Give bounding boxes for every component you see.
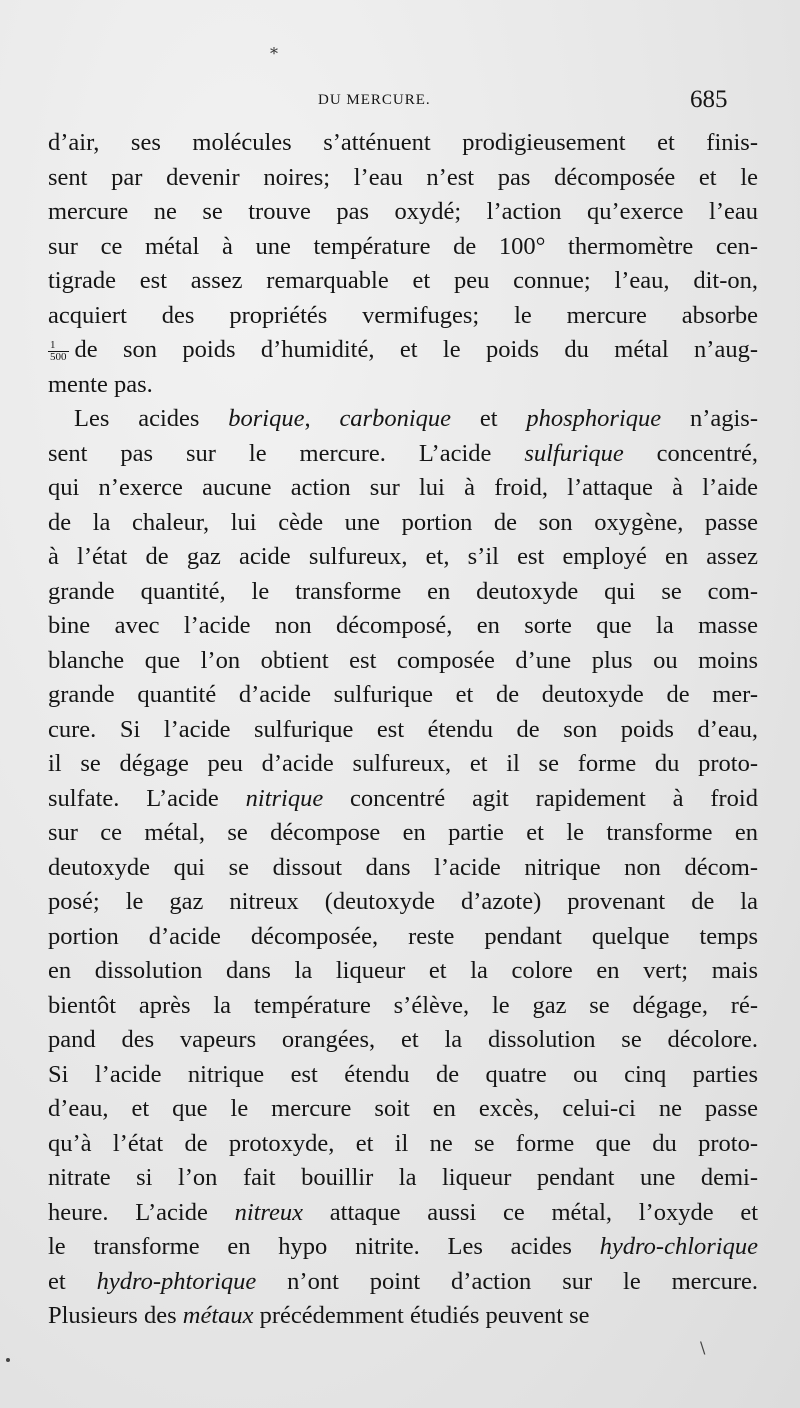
text-line xyxy=(48,609,758,644)
text-line xyxy=(48,989,758,1024)
italic-term: phosphorique xyxy=(526,405,662,432)
text-line xyxy=(48,678,758,713)
text-run: cure. Si l’acide sulfurique est étendu de son poids d’eau, xyxy=(48,715,758,743)
text-run: qui n’exerce aucune action sur lui à froid, l’attaque à l’aide xyxy=(48,474,758,501)
text-run: deutoxyde qui se dissout dans l’acide nitrique non décom- xyxy=(48,853,758,881)
fraction-numerator: 1 xyxy=(48,340,69,352)
text-run: à l’état de gaz acide sulfureux, et, s’il est employé en assez xyxy=(48,543,758,570)
text-run: et xyxy=(451,405,527,432)
text-line xyxy=(48,437,758,472)
text-run: le transforme en hypo nitrite. Les acides xyxy=(48,1233,600,1260)
text-line xyxy=(48,540,758,575)
text-run: bine avec l’acide non décomposé, en sorte que la masse xyxy=(48,612,758,639)
text-line xyxy=(48,471,758,506)
text-run: de la chaleur, lui cède une portion de son oxygène, passe xyxy=(48,508,758,536)
text-run: tigrade est assez remarquable et peu connue; l’eau, dit-on, xyxy=(48,267,758,294)
text-line xyxy=(48,747,758,782)
text-line xyxy=(48,161,758,196)
text-run: , xyxy=(304,405,340,432)
running-title: DU MERCURE. xyxy=(318,92,431,108)
text-line xyxy=(48,264,758,299)
text-line xyxy=(48,1299,758,1334)
text-line xyxy=(48,126,758,161)
text-line xyxy=(48,1196,758,1231)
text-run: posé; le gaz nitreux (deutoxyde d’azote) provenant de la xyxy=(48,888,758,915)
text-run: sulfate. L’acide xyxy=(48,784,246,812)
text-line xyxy=(48,920,758,955)
text-line xyxy=(48,575,758,610)
running-head xyxy=(0,88,800,118)
body-text xyxy=(48,126,758,1334)
text-run: de son poids d’humidité, et le poids du métal n’aug- xyxy=(74,336,758,363)
text-run: sur ce métal, se décompose en partie et le transforme en xyxy=(48,819,758,846)
text-line xyxy=(48,230,758,265)
italic-term: borique xyxy=(228,405,305,432)
text-line xyxy=(48,885,758,920)
text-run: sent pas sur le mercure. L’acide xyxy=(48,439,525,467)
italic-term: hydro-chlorique xyxy=(599,1233,758,1260)
text-run: il se dégage peu d’acide sulfureux, et il se forme du proto- xyxy=(48,750,758,777)
text-run: acquiert des propriétés vermifuges; le mercure absorbe xyxy=(48,301,758,329)
text-line xyxy=(48,954,758,989)
text-line xyxy=(48,195,758,230)
text-line xyxy=(48,1023,758,1058)
text-run: précédemment étudiés peuvent se xyxy=(253,1302,590,1329)
text-run: concentré agit rapidement à froid xyxy=(323,784,758,812)
text-run: pand des vapeurs orangées, et la dissolution se décolore. xyxy=(48,1026,758,1053)
text-run: mente pas. xyxy=(48,370,153,398)
italic-term: nitrique xyxy=(245,784,324,812)
fraction xyxy=(48,340,69,363)
text-run: en dissolution dans la liqueur et la colore en vert; mais xyxy=(48,957,758,984)
text-run: n’ont point d’action sur le mercure. xyxy=(256,1267,758,1295)
text-line xyxy=(48,1161,758,1196)
text-line xyxy=(48,1230,758,1265)
text-run: nitrate si l’on fait bouillir la liqueur pendant une demi- xyxy=(48,1164,758,1191)
text-line xyxy=(48,851,758,886)
text-run: grande quantité, le transforme en deutoxyde qui se com- xyxy=(48,577,758,605)
text-run: blanche que l’on obtient est composée d’une plus ou moins xyxy=(48,646,758,674)
text-line xyxy=(48,782,758,817)
text-line xyxy=(48,713,758,748)
printer-mark: * xyxy=(270,44,278,63)
ink-spot xyxy=(6,1358,10,1362)
text-run: sent par devenir noires; l’eau n’est pas décomposée et le xyxy=(48,163,758,191)
text-line xyxy=(48,299,758,334)
text-line xyxy=(48,816,758,851)
text-run: d’eau, et que le mercure soit en excès, celui-ci ne passe xyxy=(48,1095,758,1122)
text-line xyxy=(48,1092,758,1127)
text-run: d’air, ses molécules s’atténuent prodigieusement et finis- xyxy=(48,129,758,156)
page-number: 685 xyxy=(690,86,728,113)
italic-term: nitreux xyxy=(234,1198,304,1226)
text-run: qu’à l’état de protoxyde, et il ne se forme que du proto- xyxy=(48,1129,758,1157)
text-line xyxy=(48,1127,758,1162)
text-line xyxy=(48,402,758,437)
italic-term: carbonique xyxy=(339,405,452,432)
text-run: portion d’acide décomposée, reste pendant quelque temps xyxy=(48,922,758,950)
text-run: Plusieurs des xyxy=(48,1302,183,1329)
text-line xyxy=(48,644,758,679)
text-line xyxy=(48,1058,758,1093)
text-line xyxy=(48,506,758,541)
margin-mark: \ xyxy=(700,1338,706,1357)
text-line xyxy=(48,368,758,403)
text-run: heure. L’acide xyxy=(48,1198,235,1226)
text-run: grande quantité d’acide sulfurique et de deutoxyde de mer- xyxy=(48,681,758,708)
text-run: n’agis- xyxy=(661,405,758,432)
italic-term: métaux xyxy=(182,1302,254,1329)
text-run: bientôt après la température s’élève, le gaz se dégage, ré- xyxy=(48,991,758,1019)
text-line xyxy=(48,1265,758,1300)
text-run: attaque aussi ce métal, l’oxyde et xyxy=(303,1198,758,1226)
text-run: Si l’acide nitrique est étendu de quatre ou cinq parties xyxy=(48,1060,758,1088)
italic-term: sulfurique xyxy=(524,439,624,467)
text-run: sur ce métal à une température de 100° thermomètre cen- xyxy=(48,232,758,260)
fraction-denominator: 500 xyxy=(50,350,67,363)
text-run: et xyxy=(48,1267,97,1295)
text-run: mercure ne se trouve pas oxydé; l’action qu’exerce l’eau xyxy=(48,198,758,225)
text-run: Les acides xyxy=(74,405,229,432)
text-run: concentré, xyxy=(623,439,758,467)
italic-term: hydro-phtorique xyxy=(96,1267,257,1295)
text-line xyxy=(48,333,758,368)
